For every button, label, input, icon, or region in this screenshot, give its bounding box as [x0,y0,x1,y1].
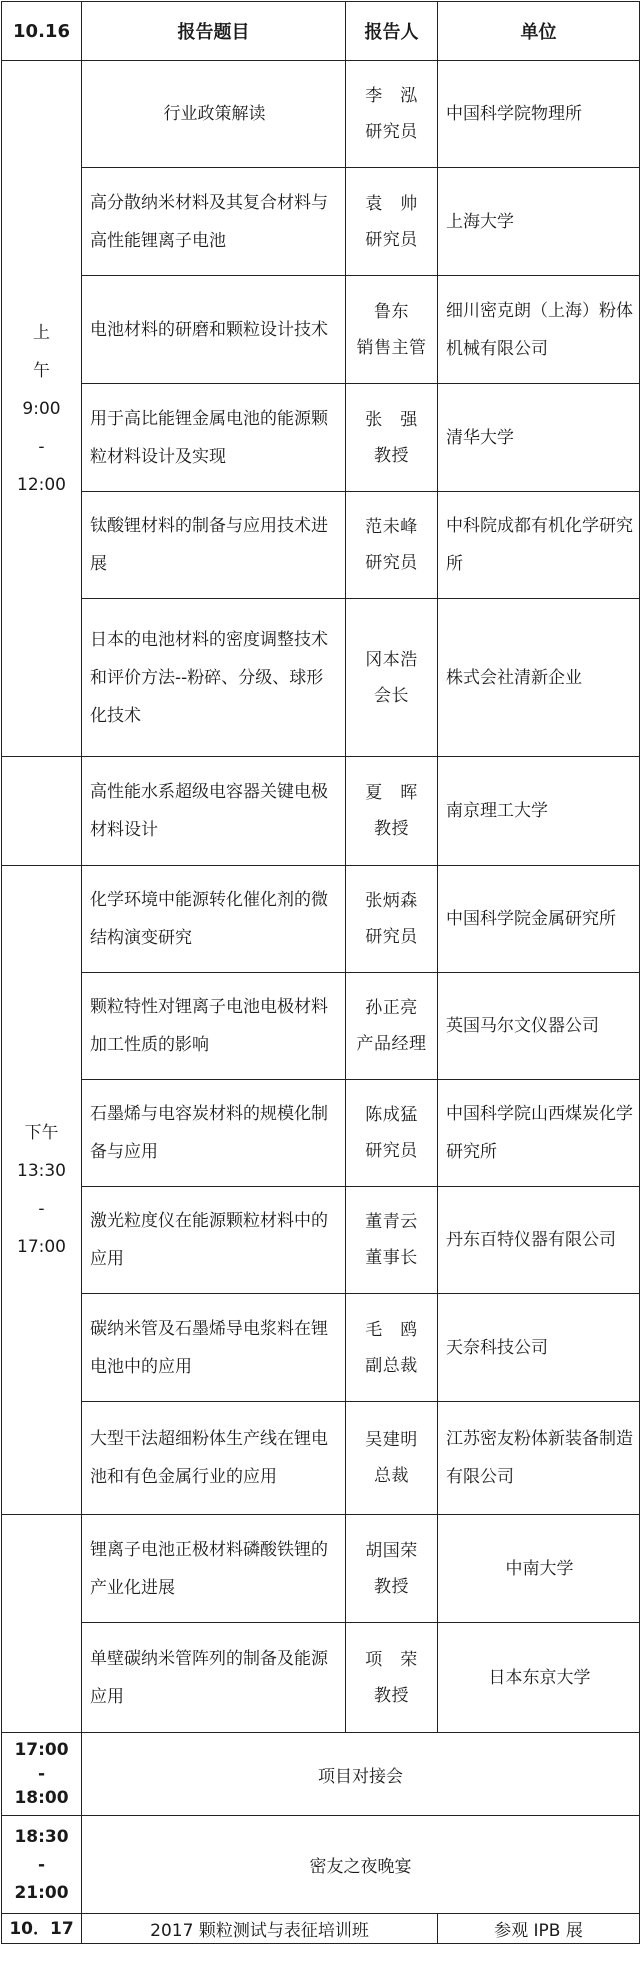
time-line: 上 [33,322,50,343]
header-row [2,2,640,61]
table-row [2,973,640,1080]
talk-topic: 颗粒特性对锂离子电池电极材料加工性质的影响 [82,973,346,1080]
talk-org: 中国科学院金属研究所 [438,866,640,973]
time-line: 17:00 [17,1237,66,1257]
matchmaking-event: 项目对接会 [82,1733,640,1816]
time-line: 下午 [24,1123,59,1143]
talk-speaker: 范未峰 研究员 [346,492,438,599]
talk-topic: 高分散纳米材料及其复合材料与高性能锂离子电池 [82,168,346,276]
talk-speaker: 夏 晖 教授 [346,757,438,866]
table-row [2,1515,640,1623]
talk-speaker: 袁 帅 研究员 [346,168,438,276]
table-row [2,61,640,168]
talk-org: 中国科学院物理所 [438,61,640,168]
dinner-event: 密友之夜晚宴 [82,1816,640,1914]
talk-speaker: 孙正亮 产品经理 [346,973,438,1080]
talk-org: 南京理工大学 [438,757,640,866]
table-row [2,757,640,866]
talk-topic: 行业政策解读 [82,61,346,168]
talk-speaker: 毛 鸥 副总裁 [346,1294,438,1402]
table-row [2,599,640,757]
table-row [2,1080,640,1187]
event-row [2,1733,640,1816]
talk-speaker: 胡国荣 教授 [346,1515,438,1623]
schedule-table [1,1,640,1944]
table-row [2,1294,640,1402]
time-line: - [38,1199,45,1219]
talk-org: 中南大学 [438,1515,640,1623]
talk-speaker: 吴建明 总裁 [346,1402,438,1515]
talk-topic: 碳纳米管及石墨烯导电浆料在锂电池中的应用 [82,1294,346,1402]
talk-speaker: 陈成猛 研究员 [346,1080,438,1187]
talk-org: 中科院成都有机化学研究所 [438,492,640,599]
talk-speaker: 董青云 董事长 [346,1187,438,1294]
talk-topic: 日本的电池材料的密度调整技术和评价方法--粉碎、分级、球形化技术 [82,599,346,757]
talk-speaker: 冈本浩 会长 [346,599,438,757]
talk-speaker: 张炳森 研究员 [346,866,438,973]
header-speaker: 报告人 [346,2,438,61]
time-line: 午 [33,360,50,381]
talk-org: 丹东百特仪器有限公司 [438,1187,640,1294]
afternoon-time-cell [2,866,82,1515]
noon-time-cell [2,757,82,866]
talk-topic: 锂离子电池正极材料磷酸铁锂的产业化进展 [82,1515,346,1623]
time-line: 12:00 [17,474,66,495]
talk-speaker: 鲁东 销售主管 [346,276,438,384]
talk-topic: 钛酸锂材料的制备与应用技术进展 [82,492,346,599]
day2-date: 10．17 [2,1914,82,1944]
day2-course: 2017 颗粒测试与表征培训班 [82,1914,438,1944]
table-row [2,168,640,276]
talk-topic: 大型干法超细粉体生产线在锂电池和有色金属行业的应用 [82,1402,346,1515]
talk-org: 上海大学 [438,168,640,276]
table-row [2,384,640,492]
header-org: 单位 [438,2,640,61]
talk-topic: 高性能水系超级电容器关键电极材料设计 [82,757,346,866]
table-row [2,492,640,599]
talk-speaker: 张 强 教授 [346,384,438,492]
talk-org: 中国科学院山西煤炭化学研究所 [438,1080,640,1187]
matchmaking-time-cell: 17:00 - 18:00 [2,1733,82,1816]
talk-topic: 化学环境中能源转化催化剂的微结构演变研究 [82,866,346,973]
talk-org: 日本东京大学 [438,1623,640,1733]
talk-topic: 电池材料的研磨和颗粒设计技术 [82,276,346,384]
talk-topic: 用于高比能锂金属电池的能源颗粒材料设计及实现 [82,384,346,492]
late-time-cell [2,1515,82,1733]
talk-speaker: 项 荣 教授 [346,1623,438,1733]
event-row [2,1816,640,1914]
table-row [2,1187,640,1294]
talk-org: 英国马尔文仪器公司 [438,973,640,1080]
table-row [2,866,640,973]
dinner-time-cell: 18:30 - 21:00 [2,1816,82,1914]
talk-topic: 单壁碳纳米管阵列的制备及能源应用 [82,1623,346,1733]
talk-speaker: 李 泓 研究员 [346,61,438,168]
header-date: 10.16 [2,2,82,61]
day2-visit: 参观 IPB 展 [438,1914,640,1944]
morning-time-cell [2,61,82,757]
talk-org: 清华大学 [438,384,640,492]
talk-topic: 石墨烯与电容炭材料的规模化制备与应用 [82,1080,346,1187]
talk-org: 细川密克朗（上海）粉体机械有限公司 [438,276,640,384]
talk-org: 株式会社清新企业 [438,599,640,757]
table-row [2,1623,640,1733]
time-line: 9:00 [22,398,61,419]
time-line: - [38,436,45,457]
day2-row [2,1914,640,1944]
header-topic: 报告题目 [82,2,346,61]
table-row [2,1402,640,1515]
time-line: 13:30 [17,1161,66,1181]
talk-topic: 激光粒度仪在能源颗粒材料中的应用 [82,1187,346,1294]
talk-org: 江苏密友粉体新装备制造有限公司 [438,1402,640,1515]
talk-org: 天奈科技公司 [438,1294,640,1402]
table-row [2,276,640,384]
